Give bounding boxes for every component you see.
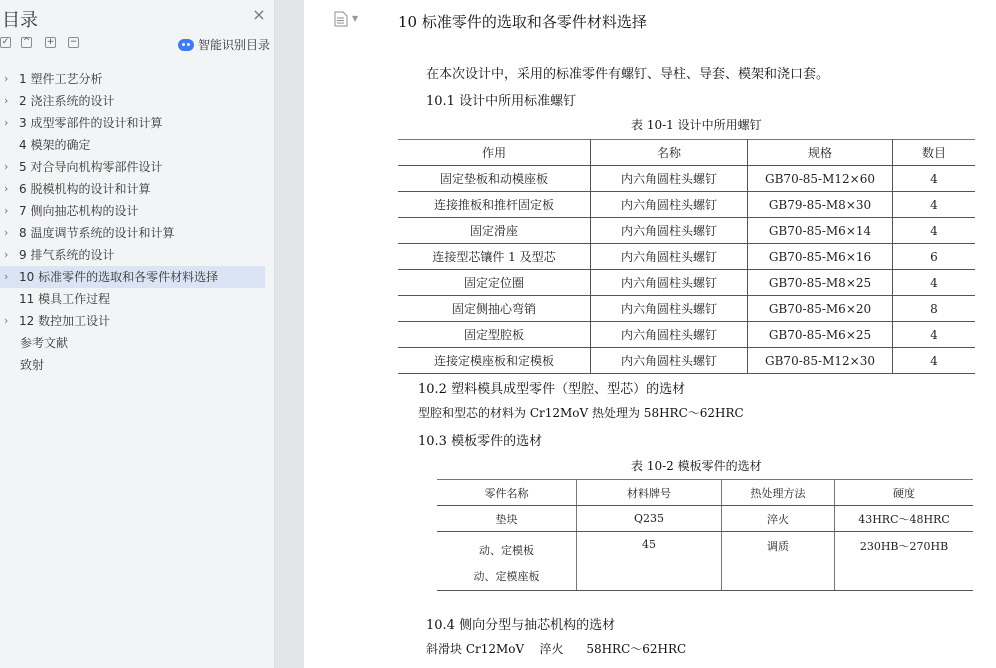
- toc-item[interactable]: › 9 排气系统的设计: [0, 244, 274, 266]
- chevron-right-icon[interactable]: ›: [4, 270, 9, 283]
- table-row: 固定滑座 内六角圆柱头螺钉 GB70-85-M6×14 4: [398, 218, 975, 244]
- subsection-10-1: 10.1 设计中所用标准螺钉: [426, 94, 577, 109]
- chevron-right-icon[interactable]: ›: [4, 314, 9, 327]
- toc-item[interactable]: › 12 数控加工设计: [0, 310, 274, 332]
- close-icon[interactable]: ×: [252, 5, 266, 24]
- subsection-10-2: 10.2 塑料模具成型零件（型腔、型芯）的选材: [418, 382, 686, 397]
- screw-table: [398, 139, 975, 374]
- subsection-10-4: 10.4 侧向分型与抽芯机构的选材: [426, 618, 616, 633]
- toc-item[interactable]: 参考文献: [20, 336, 69, 350]
- toc-item[interactable]: › 2 浇注系统的设计: [0, 90, 274, 112]
- cavity-material-text: 型腔和型芯的材料为 Cr12MoV 热处理为 58HRC～62HRC: [418, 406, 744, 420]
- column-header: 材料牌号: [577, 480, 722, 506]
- table-row: 固定侧抽心弯销 内六角圆柱头螺钉 GB70-85-M6×20 8: [398, 296, 975, 322]
- chevron-right-icon[interactable]: ›: [4, 248, 9, 261]
- plate-material-table: [437, 479, 973, 591]
- add-heading-icon[interactable]: +: [46, 37, 55, 47]
- toc-title: 目录: [2, 10, 38, 31]
- chevron-right-icon[interactable]: ›: [4, 160, 9, 173]
- toc-item-active[interactable]: › 10 标准零件的选取和各零件材料选择: [0, 266, 265, 288]
- toc-item[interactable]: 致射: [20, 358, 45, 372]
- table-row: 动、定模板 动、定模座板 45 调质 230HB～270HB: [437, 532, 973, 591]
- table-row: 固定垫板和动模座板 内六角圆柱头螺钉 GB70-85-M12×60 4: [398, 166, 975, 192]
- toc-item[interactable]: › 7 侧向抽芯机构的设计: [0, 200, 274, 222]
- table-row: 固定型腔板 内六角圆柱头螺钉 GB70-85-M6×25 4: [398, 322, 975, 348]
- column-header: 名称: [591, 140, 748, 166]
- table-row: 连接定模座板和定模板 内六角圆柱头螺钉 GB70-85-M12×30 4: [398, 348, 975, 374]
- column-header: 硬度: [835, 480, 974, 506]
- section-heading: 10 标准零件的选取和各零件材料选择: [398, 13, 647, 31]
- subsection-10-3: 10.3 模板零件的选材: [418, 434, 543, 449]
- chevron-right-icon[interactable]: ›: [4, 182, 9, 195]
- chevron-right-icon[interactable]: ›: [4, 226, 9, 239]
- chevron-right-icon[interactable]: ›: [4, 72, 9, 85]
- toc-item[interactable]: › 3 成型零部件的设计和计算: [0, 112, 274, 134]
- table-caption: 表 10-2 模板零件的选材: [631, 459, 762, 473]
- slider-material-text: 斜滑块 Cr12MoV 淬火 58HRC～62HRC: [426, 642, 687, 656]
- ai-icon: [178, 39, 194, 51]
- column-header: 零件名称: [437, 480, 577, 506]
- toc-item[interactable]: › 6 脱模机构的设计和计算: [0, 178, 274, 200]
- document-icon[interactable]: [334, 11, 348, 27]
- remove-heading-icon[interactable]: −: [69, 37, 78, 47]
- table-row: 连接推板和推杆固定板 内六角圆柱头螺钉 GB79-85-M8×30 4: [398, 192, 975, 218]
- smart-toc-button[interactable]: [178, 36, 270, 53]
- toc-list: [0, 68, 274, 376]
- document-page: [304, 0, 996, 668]
- column-header: 数目: [893, 140, 976, 166]
- table-row: 垫块 Q235 淬火 43HRC～48HRC: [437, 506, 973, 532]
- table-caption: 表 10-1 设计中所用螺钉: [631, 118, 762, 132]
- table-row: 固定定位圈 内六角圆柱头螺钉 GB70-85-M8×25 4: [398, 270, 975, 296]
- expand-up-icon[interactable]: ^: [22, 37, 31, 47]
- smart-toc-label: 智能识别目录: [198, 38, 271, 52]
- table-row: 连接型芯镶件 1 及型芯 内六角圆柱头螺钉 GB70-85-M6×16 6: [398, 244, 975, 270]
- column-header: 规格: [748, 140, 893, 166]
- column-header: 作用: [398, 140, 591, 166]
- collapse-all-icon[interactable]: ✓: [1, 37, 10, 47]
- toc-item[interactable]: › 8 温度调节系统的设计和计算: [0, 222, 274, 244]
- chevron-right-icon[interactable]: ›: [4, 204, 9, 217]
- panel-divider[interactable]: [275, 0, 304, 668]
- chevron-down-icon[interactable]: ▼: [352, 14, 359, 23]
- toc-item[interactable]: › 5 对合导向机构零部件设计: [0, 156, 274, 178]
- intro-paragraph: 在本次设计中，采用的标准零件有螺钉、导柱、导套、模架和浇口套。: [426, 67, 830, 82]
- chevron-right-icon[interactable]: ›: [4, 116, 9, 129]
- toc-item[interactable]: 4 模架的确定: [19, 138, 91, 152]
- chevron-right-icon[interactable]: ›: [4, 94, 9, 107]
- column-header: 热处理方法: [722, 480, 835, 506]
- toc-item[interactable]: › 1 塑件工艺分析: [0, 68, 274, 90]
- toc-item[interactable]: 11 模具工作过程: [19, 292, 111, 306]
- toc-sidebar: [0, 0, 275, 668]
